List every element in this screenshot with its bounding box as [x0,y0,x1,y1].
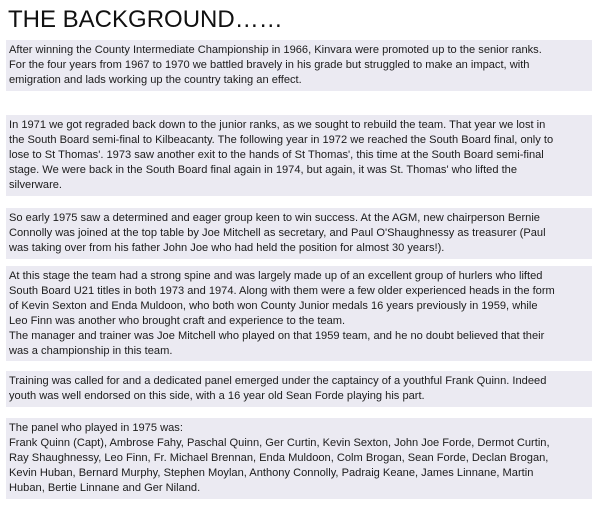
paragraph-promotion [6,40,592,91]
paragraph-line: Connolly was joined at the top table by Joe Mitchell as secretary, and Paul O'Shaughnessy as treasurer (Paul [9,226,546,239]
paragraph-line: South Board U21 titles in both 1973 and 1974. Along with them were a few older experienced heads in the form [9,284,555,297]
paragraph-line: Ray Shaughnessy, Leo Finn, Fr. Michael Brennan, Enda Muldoon, Colm Brogan, Sean Forde, Declan Brogan, [9,451,549,464]
paragraph-line: Frank Quinn (Capt), Ambrose Fahy, Paschal Quinn, Ger Curtin, Kevin Sexton, John Joe Forde, Dermot Curtin, [9,436,550,449]
paragraph-line: Leo Finn was another who brought craft and experience to the team. [9,314,346,327]
paragraph-line: emigration and lads working up the country taking an effect. [9,73,302,86]
paragraph-line: was taking over from his father John Joe who had held the position for almost 30 years!). [9,241,445,254]
paragraph-line: of Kevin Sexton and Enda Muldoon, who both won County Junior medals 16 years previously in 1959, while [9,299,538,312]
paragraph-regrading [6,115,592,196]
page-title: THE BACKGROUND…… [8,6,283,33]
paragraph-line: the South Board semi-final to Kilbeacanty. The following year in 1972 we reached the South Board final, only to [9,133,554,146]
paragraph-line: was a championship in this team. [9,344,173,357]
paragraph-line: At this stage the team had a strong spine and was largely made up of an excellent group of hurlers who lifted [9,270,543,282]
paragraph-agm-1975 [6,208,592,259]
paragraph-line: The manager and trainer was Joe Mitchell who played on that 1959 team, and he no doubt believed that their [9,329,545,342]
paragraph-line: So early 1975 saw a determined and eager group keen to win success. At the AGM, new chairperson Bernie [9,212,540,224]
paragraph-line: Training was called for and a dedicated panel emerged under the captaincy of a youthful Frank Quinn. Indeed [9,375,547,387]
paragraph-line: stage. We were back in the South Board final again in 1974, but again, it was St. Thomas' who lifted the [9,163,518,176]
paragraph-line: youth was well endorsed on this side, with a 16 year old Sean Forde playing his part. [9,389,425,402]
paragraph-line: silverware. [9,178,63,191]
paragraph-panel-1975 [6,418,592,499]
paragraph-line: Huban, Bertie Linnane and Ger Niland. [9,481,201,494]
paragraph-line: For the four years from 1967 to 1970 we battled bravely in his grade but struggled to make an impact, with [9,58,530,71]
paragraph-line: After winning the County Intermediate Championship in 1966, Kinvara were promoted up to the senior ranks. [9,44,542,56]
paragraph-line: The panel who played in 1975 was: [9,422,183,434]
paragraph-training [6,371,592,407]
paragraph-team-spine [6,266,592,361]
paragraph-line: In 1971 we got regraded back down to the junior ranks, as we sought to rebuild the team. That year we lost in [9,119,546,131]
paragraph-line: Kevin Huban, Bernard Murphy, Stephen Moylan, Anthony Connolly, Padraig Keane, James Linnane, Martin [9,466,534,479]
paragraph-line: lose to St Thomas'. 1973 saw another exit to the hands of St Thomas', this time at the South Board semi-final [9,148,544,161]
